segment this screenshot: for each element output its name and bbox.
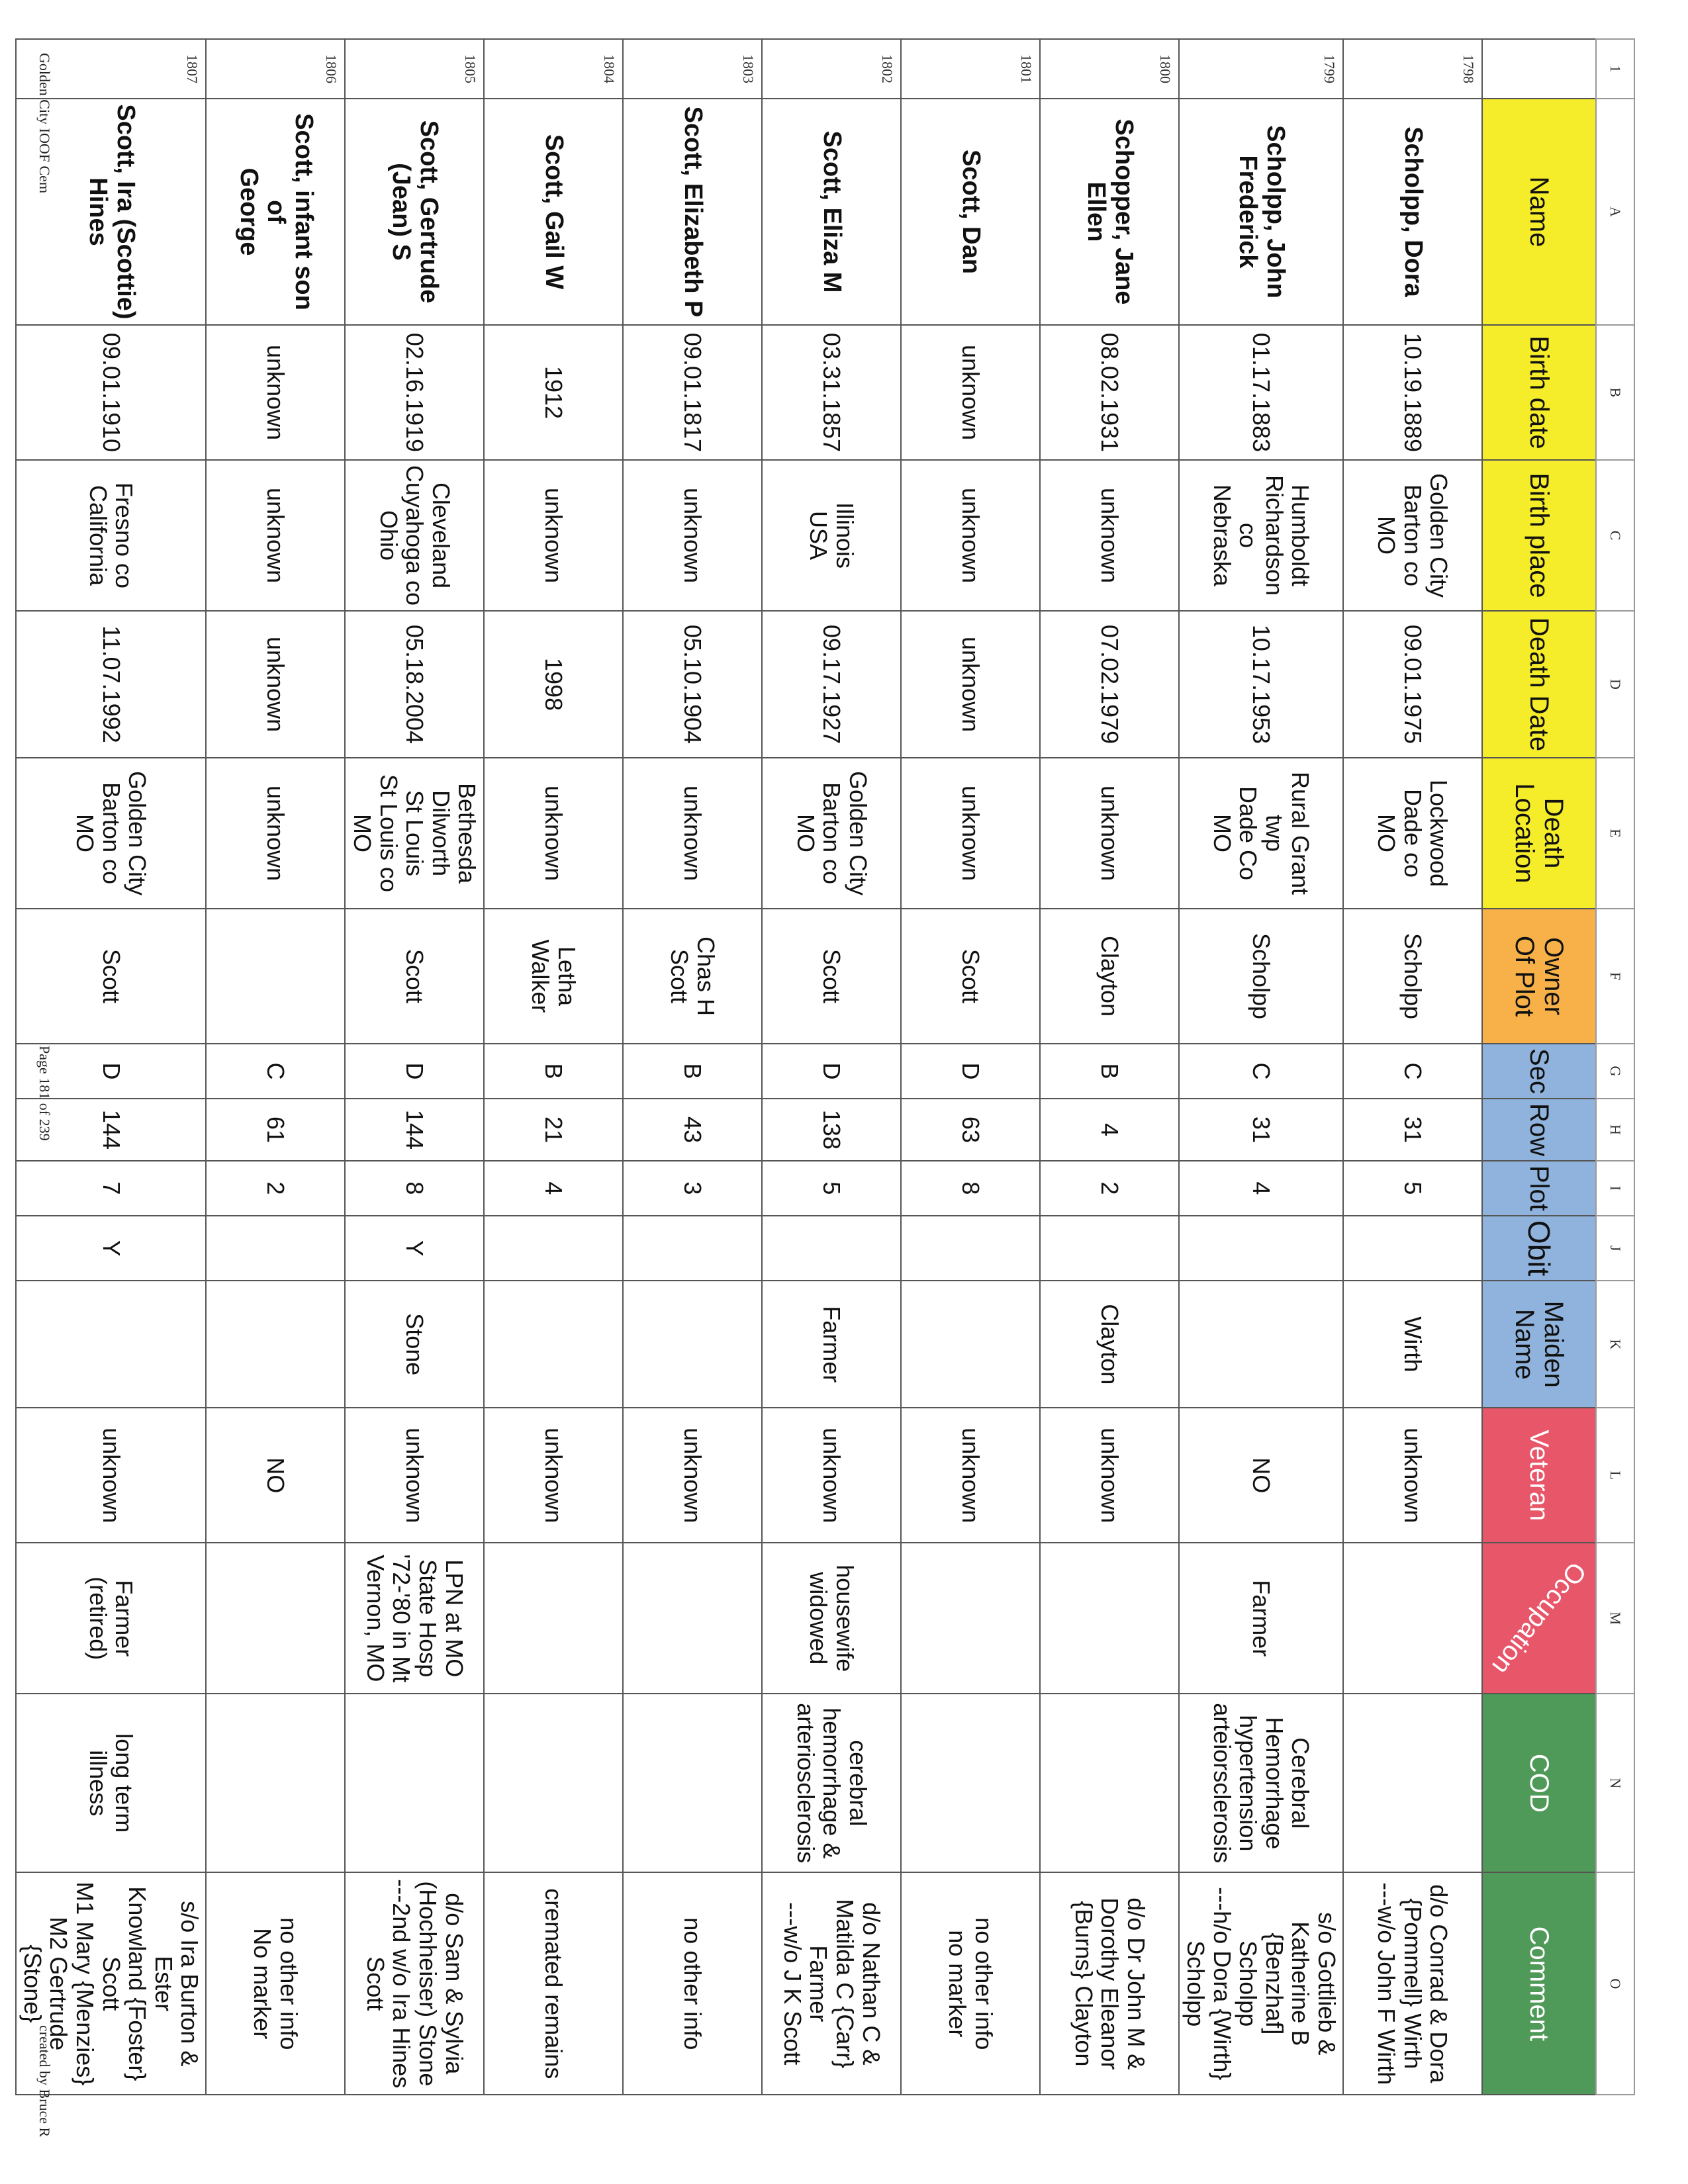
cell-birth-date: 01.17.1883 — [1179, 325, 1343, 460]
cell-owner: Scott — [762, 909, 901, 1044]
column-letter: B — [1596, 325, 1634, 460]
cell-birth-date: unknown — [206, 325, 345, 460]
cell-name: Schopper, Jane Ellen — [1040, 99, 1179, 325]
table-row — [762, 39, 901, 2095]
cell-obit — [484, 1216, 623, 1281]
cell-sec: D — [901, 1044, 1040, 1099]
header-row: Row — [1482, 1099, 1596, 1161]
cell-death-date: 09.17.1927 — [762, 611, 901, 758]
header-occupation-label: Occupation — [1486, 1557, 1592, 1680]
column-letter: H — [1596, 1099, 1634, 1161]
header-birth-place: Birth place — [1482, 460, 1596, 611]
cell-row: 138 — [762, 1099, 901, 1161]
row-number: 1800 — [1040, 39, 1179, 99]
column-letter: L — [1596, 1408, 1634, 1543]
cell-comment: s/o Gottlieb & Katherine B {Benzhaf] Scholpp ---h/o Dora {Wirth} Scholpp — [1179, 1872, 1343, 2095]
table-row — [484, 39, 623, 2095]
cell-sec: B — [1040, 1044, 1179, 1099]
cell-occupation: Farmer — [1179, 1543, 1343, 1694]
cell-obit — [623, 1216, 762, 1281]
column-letters-row — [1596, 39, 1634, 2095]
cell-sec: B — [623, 1044, 762, 1099]
row-number: 1807 — [16, 39, 206, 99]
cell-occupation — [623, 1543, 762, 1694]
cell-veteran: unknown — [901, 1408, 1040, 1543]
cell-obit — [1040, 1216, 1179, 1281]
cell-comment: d/o Sam & Sylvia (Hochheiser) Stone ---2nd w/o Ira Hines Scott — [345, 1872, 484, 2095]
cell-veteran: NO — [206, 1408, 345, 1543]
cell-name: Scott, Gail W — [484, 99, 623, 325]
column-letter: N — [1596, 1694, 1634, 1872]
cell-maiden-name: Wirth — [1343, 1281, 1482, 1408]
cell-plot: 5 — [762, 1161, 901, 1216]
cell-name: Scott, Ira (Scottie) Hines — [16, 99, 206, 325]
header-row — [1482, 39, 1596, 2095]
cell-death-date: 11.07.1992 — [16, 611, 206, 758]
cell-obit — [206, 1216, 345, 1281]
column-letter: I — [1596, 1161, 1634, 1216]
table-row — [206, 39, 345, 2095]
cell-birth-place: Cleveland Cuyahoga co Ohio — [345, 460, 484, 611]
column-letter: J — [1596, 1216, 1634, 1281]
cell-veteran: unknown — [484, 1408, 623, 1543]
footer-page-number: Page 181 of 239 — [36, 1046, 53, 1141]
cell-sec: D — [16, 1044, 206, 1099]
cell-maiden-name: Farmer — [762, 1281, 901, 1408]
cell-plot: 3 — [623, 1161, 762, 1216]
cell-name: Scholpp, John Frederick — [1179, 99, 1343, 325]
header-comment: Comment — [1482, 1872, 1596, 2095]
cell-veteran: unknown — [345, 1408, 484, 1543]
cell-owner: Scholpp — [1343, 909, 1482, 1044]
cell-owner — [206, 909, 345, 1044]
cell-birth-place: unknown — [484, 460, 623, 611]
cell-comment: cremated remains — [484, 1872, 623, 2095]
header-owner-of-plot: Owner Of Plot — [1482, 909, 1596, 1044]
cell-death-date: unknown — [901, 611, 1040, 758]
cell-death-location: Rural Grant twp Dade Co MO — [1179, 758, 1343, 909]
cell-plot: 5 — [1343, 1161, 1482, 1216]
table-row — [1179, 39, 1343, 2095]
header-occupation — [1482, 1543, 1596, 1694]
cell-row: 63 — [901, 1099, 1040, 1161]
cell-death-date: unknown — [206, 611, 345, 758]
cell-birth-date: 02.16.1919 — [345, 325, 484, 460]
cell-obit — [901, 1216, 1040, 1281]
cell-owner: Clayton — [1040, 909, 1179, 1044]
cell-row: 61 — [206, 1099, 345, 1161]
cell-sec: C — [1343, 1044, 1482, 1099]
cell-obit: Y — [345, 1216, 484, 1281]
cell-birth-date: 09.01.1910 — [16, 325, 206, 460]
table-row — [1343, 39, 1482, 2095]
cell-maiden-name — [484, 1281, 623, 1408]
cell-death-location: unknown — [484, 758, 623, 909]
header-death-date: Death Date — [1482, 611, 1596, 758]
cell-occupation — [901, 1543, 1040, 1694]
cell-comment: d/o Nathan C & Matilda C {Carr} Farmer ---w/o J K Scott — [762, 1872, 901, 2095]
cell-row: 31 — [1343, 1099, 1482, 1161]
cell-comment: no other info no marker — [901, 1872, 1040, 2095]
cell-name: Scholpp, Dora — [1343, 99, 1482, 325]
cell-sec: D — [762, 1044, 901, 1099]
cell-maiden-name: Stone — [345, 1281, 484, 1408]
cell-death-location: unknown — [623, 758, 762, 909]
cell-birth-place: Fresno co California — [16, 460, 206, 611]
cell-obit — [1343, 1216, 1482, 1281]
cell-obit — [762, 1216, 901, 1281]
cell-sec: B — [484, 1044, 623, 1099]
header-plot: Plot — [1482, 1161, 1596, 1216]
row-number: 1805 — [345, 39, 484, 99]
cell-death-date: 10.17.1953 — [1179, 611, 1343, 758]
cell-plot: 7 — [16, 1161, 206, 1216]
cell-comment: d/o Dr John M & Dorothy Eleanor {Burns} Clayton — [1040, 1872, 1179, 2095]
header-cod: COD — [1482, 1694, 1596, 1872]
cell-row: 144 — [345, 1099, 484, 1161]
cell-birth-place: Humboldt Richardson co Nebraska — [1179, 460, 1343, 611]
cell-sec: C — [1179, 1044, 1343, 1099]
cell-sec: D — [345, 1044, 484, 1099]
cell-occupation: LPN at MO State Hosp '72-'80 in Mt Vernon, MO — [345, 1543, 484, 1694]
cell-obit — [1179, 1216, 1343, 1281]
header-sec: Sec — [1482, 1044, 1596, 1099]
cell-cod: long term illness — [16, 1694, 206, 1872]
cell-occupation: Farmer (retired) — [16, 1543, 206, 1694]
cell-death-date: 09.01.1975 — [1343, 611, 1482, 758]
cell-birth-date: 1912 — [484, 325, 623, 460]
cell-maiden-name — [901, 1281, 1040, 1408]
cell-death-date: 05.10.1904 — [623, 611, 762, 758]
cell-name: Scott, Gertrude (Jean) S — [345, 99, 484, 325]
header-death-location: Death Location — [1482, 758, 1596, 909]
cell-cod — [901, 1694, 1040, 1872]
cell-death-location: Lockwood Dade co MO — [1343, 758, 1482, 909]
column-letter: O — [1596, 1872, 1634, 2095]
cell-plot: 4 — [1179, 1161, 1343, 1216]
cell-name: Scott, Dan — [901, 99, 1040, 325]
footer-cemetery-name: Golden City IOOF Cem — [36, 53, 53, 194]
cell-maiden-name — [16, 1281, 206, 1408]
cell-owner: Letha Walker — [484, 909, 623, 1044]
cell-cod — [623, 1694, 762, 1872]
column-letter: K — [1596, 1281, 1634, 1408]
cell-plot: 8 — [345, 1161, 484, 1216]
table-row — [623, 39, 762, 2095]
cell-cod — [484, 1694, 623, 1872]
cell-cod — [1040, 1694, 1179, 1872]
cell-owner: Scott — [901, 909, 1040, 1044]
cell-death-location: Golden City Barton co MO — [16, 758, 206, 909]
column-letter: G — [1596, 1044, 1634, 1099]
cell-death-location: Bethesda Dilworth St Louis St Louis co MO — [345, 758, 484, 909]
cell-comment: d/o Conrad & Dora {Pommell} Wirth ---w/o John F Wirth — [1343, 1872, 1482, 2095]
cell-row: 144 — [16, 1099, 206, 1161]
cell-plot: 2 — [1040, 1161, 1179, 1216]
column-letter: C — [1596, 460, 1634, 611]
cell-veteran: unknown — [623, 1408, 762, 1543]
cell-plot: 8 — [901, 1161, 1040, 1216]
cell-row: 31 — [1179, 1099, 1343, 1161]
column-letter: 1 — [1596, 39, 1634, 99]
cell-cod — [345, 1694, 484, 1872]
cell-maiden-name — [206, 1281, 345, 1408]
cell-birth-date: 09.01.1817 — [623, 325, 762, 460]
cell-owner: Scott — [345, 909, 484, 1044]
cell-sec: C — [206, 1044, 345, 1099]
row-number: 1799 — [1179, 39, 1343, 99]
header-veteran: Veteran — [1482, 1408, 1596, 1543]
cell-death-location: unknown — [901, 758, 1040, 909]
cell-cod — [1343, 1694, 1482, 1872]
cell-birth-date: unknown — [901, 325, 1040, 460]
cell-owner: Scott — [16, 909, 206, 1044]
cell-birth-place: unknown — [901, 460, 1040, 611]
cell-birth-date: 10.19.1889 — [1343, 325, 1482, 460]
column-letter: E — [1596, 758, 1634, 909]
cell-birth-place: unknown — [206, 460, 345, 611]
cell-row: 4 — [1040, 1099, 1179, 1161]
column-letter: D — [1596, 611, 1634, 758]
cell-owner: Chas H Scott — [623, 909, 762, 1044]
cell-comment: no other info — [623, 1872, 762, 2095]
cell-cod — [206, 1694, 345, 1872]
cell-maiden-name — [1179, 1281, 1343, 1408]
header-birth-date: Birth date — [1482, 325, 1596, 460]
cell-name: Scott, infant son of George — [206, 99, 345, 325]
cell-maiden-name — [623, 1281, 762, 1408]
cell-maiden-name: Clayton — [1040, 1281, 1179, 1408]
cell-death-date: 07.02.1979 — [1040, 611, 1179, 758]
cell-comment: s/o Ira Burton & Ester Knowland {Foster} Scott M1 Mary {Menzies} M2 Gertrude {Stone} — [16, 1872, 206, 2095]
row-number: 1798 — [1343, 39, 1482, 99]
header-maiden-name: Maiden Name — [1482, 1281, 1596, 1408]
column-letter: M — [1596, 1543, 1634, 1694]
cell-veteran: NO — [1179, 1408, 1343, 1543]
cell-occupation: housewife widowed — [762, 1543, 901, 1694]
cell-occupation — [1343, 1543, 1482, 1694]
cell-birth-place: Illinois USA — [762, 460, 901, 611]
row-number: 1802 — [762, 39, 901, 99]
cell-veteran: unknown — [16, 1408, 206, 1543]
cell-obit: Y — [16, 1216, 206, 1281]
row-number: 1803 — [623, 39, 762, 99]
cemetery-records-table — [15, 38, 1635, 2095]
row-number: 1804 — [484, 39, 623, 99]
cell-birth-date: 08.02.1931 — [1040, 325, 1179, 460]
cell-occupation — [1040, 1543, 1179, 1694]
cell-name: Scott, Elizabeth P — [623, 99, 762, 325]
table-row — [1040, 39, 1179, 2095]
row-number: 1806 — [206, 39, 345, 99]
header-spacer — [1482, 39, 1596, 99]
cell-death-date: 05.18.2004 — [345, 611, 484, 758]
table-row — [345, 39, 484, 2095]
header-obit: Obit — [1482, 1216, 1596, 1281]
cell-birth-date: 03.31.1857 — [762, 325, 901, 460]
cell-name: Scott, Eliza M — [762, 99, 901, 325]
cell-birth-place: Golden City Barton co MO — [1343, 460, 1482, 611]
cell-row: 43 — [623, 1099, 762, 1161]
cell-plot: 2 — [206, 1161, 345, 1216]
table-row — [901, 39, 1040, 2095]
cell-occupation — [484, 1543, 623, 1694]
cell-birth-place: unknown — [1040, 460, 1179, 611]
cell-cod: cerebral hemorrhage & arteriosclerosis — [762, 1694, 901, 1872]
cell-plot: 4 — [484, 1161, 623, 1216]
cell-occupation — [206, 1543, 345, 1694]
cell-death-location: unknown — [206, 758, 345, 909]
cell-owner: Scholpp — [1179, 909, 1343, 1044]
cell-cod: Cerebral Hemorrhage hypertension arteiorsclerosis — [1179, 1694, 1343, 1872]
cell-row: 21 — [484, 1099, 623, 1161]
header-name: Name — [1482, 99, 1596, 325]
footer-author: created by Bruce R — [36, 2025, 53, 2138]
cell-comment: no other info No marker — [206, 1872, 345, 2095]
cell-death-date: 1998 — [484, 611, 623, 758]
row-number: 1801 — [901, 39, 1040, 99]
cell-veteran: unknown — [1343, 1408, 1482, 1543]
column-letter: F — [1596, 909, 1634, 1044]
cell-birth-place: unknown — [623, 460, 762, 611]
column-letter: A — [1596, 99, 1634, 325]
cell-death-location: unknown — [1040, 758, 1179, 909]
cell-death-location: Golden City Barton co MO — [762, 758, 901, 909]
cell-veteran: unknown — [1040, 1408, 1179, 1543]
cell-veteran: unknown — [762, 1408, 901, 1543]
